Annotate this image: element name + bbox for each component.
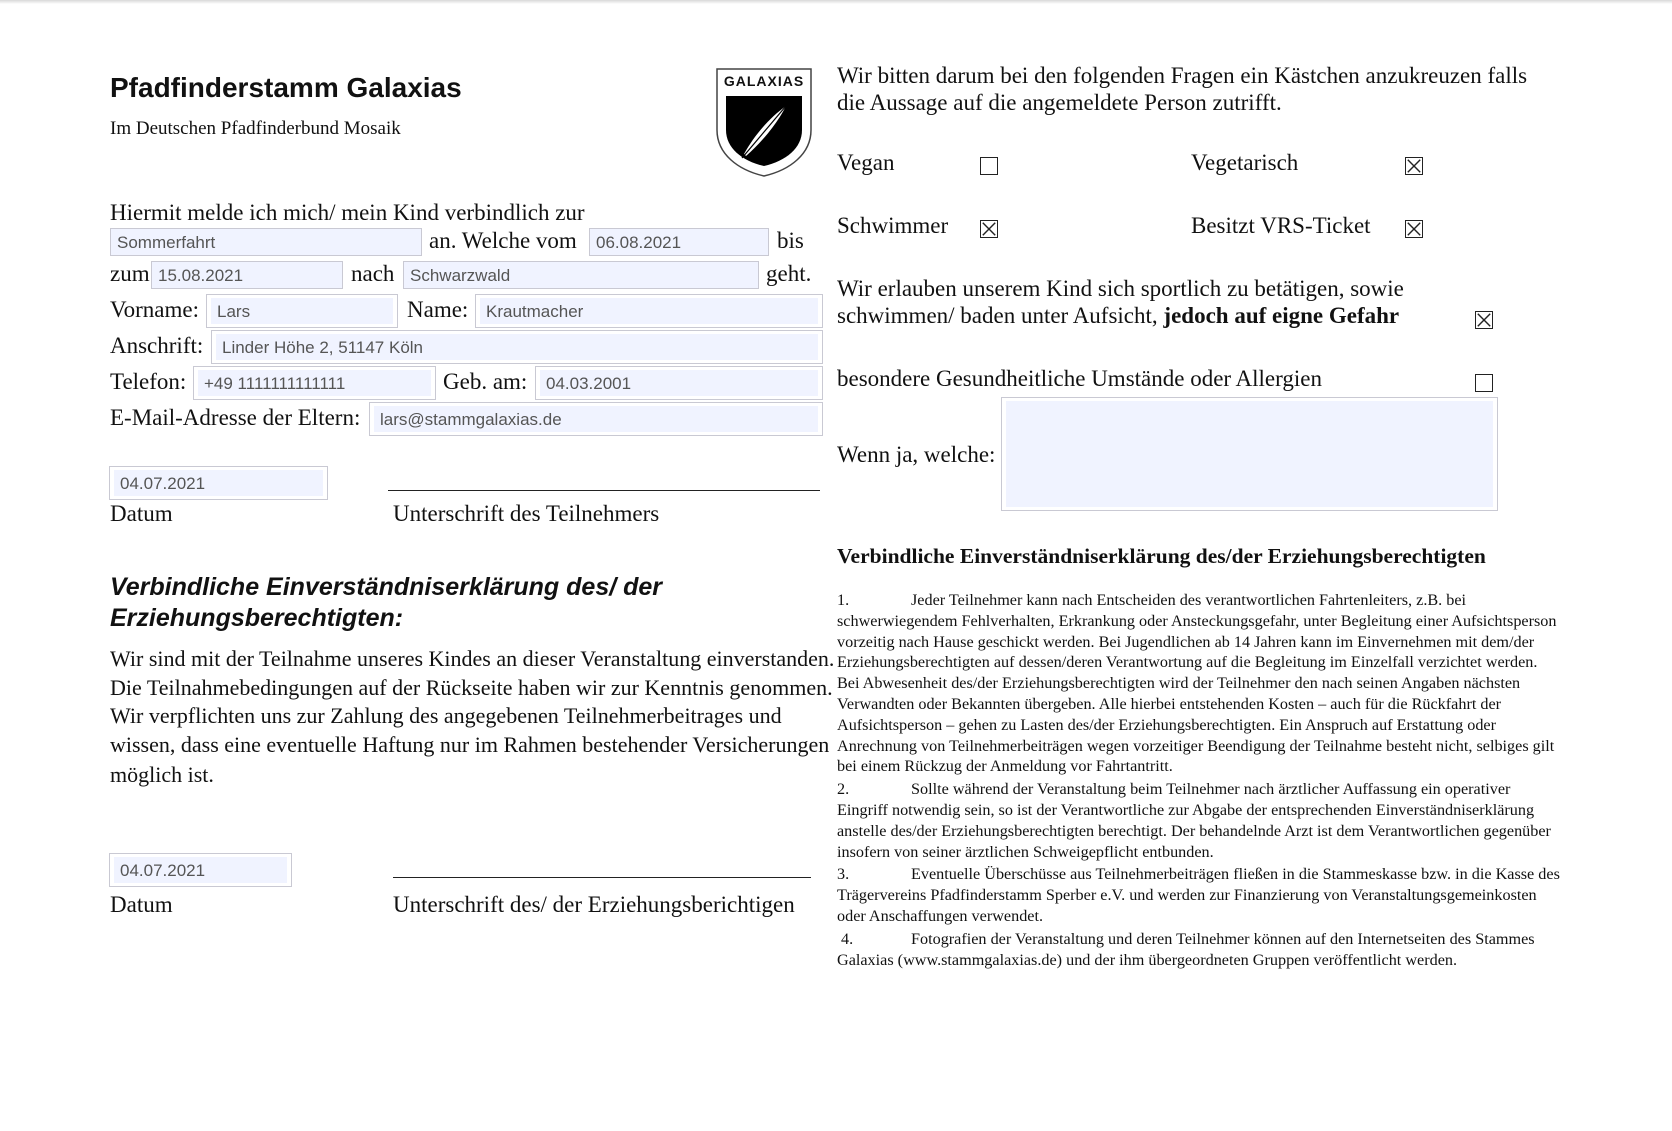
label-zum: zum xyxy=(110,261,150,286)
consent-line: möglich ist. xyxy=(110,762,214,788)
event-field[interactable]: Sommerfahrt xyxy=(110,228,422,256)
destination-field[interactable]: Schwarzwald xyxy=(403,261,759,289)
page-subtitle: Im Deutschen Pfadfinderbund Mosaik xyxy=(110,118,401,139)
telefon-field[interactable] xyxy=(193,366,436,400)
label-name: Name: xyxy=(407,297,469,322)
telefon-value: +49 1111111111111 xyxy=(198,370,431,396)
label-email: E-Mail-Adresse der Eltern: xyxy=(110,405,361,430)
geb-field[interactable] xyxy=(535,366,823,400)
participant-date-label: Datum xyxy=(110,501,173,526)
anschrift-field[interactable] xyxy=(211,330,823,364)
vegetarisch-label: Vegetarisch xyxy=(1191,150,1299,175)
vorname-value: Lars xyxy=(211,298,393,324)
participant-signature-label: Unterschrift des Teilnehmers xyxy=(393,501,660,526)
label-telefon: Telefon: xyxy=(110,369,187,394)
check-cross-icon xyxy=(1406,158,1422,174)
label-geht: geht. xyxy=(766,261,812,286)
guardian-signature-line xyxy=(393,877,811,878)
galaxias-logo xyxy=(714,66,814,179)
consent-heading: Verbindliche Einverständniserklärung des/ der Erziehungsberechtigten: xyxy=(110,573,663,632)
participant-date-field[interactable] xyxy=(109,466,328,500)
guardian-date-field[interactable] xyxy=(109,853,292,887)
label-geb: Geb. am: xyxy=(443,369,528,394)
consent-line: Wir verpflichten uns zur Zahlung des angegebenen Teilnehmerbeitrages und xyxy=(110,703,782,729)
terms-heading: Verbindliche Einverständniserklärung des/der Erziehungsberechtigten xyxy=(837,544,1486,568)
to-date-field[interactable]: 15.08.2021 xyxy=(151,261,343,289)
terms-item-text: Eventuelle Überschüsse aus Teilnehmerbeiträgen fließen in die Stammeskasse bzw. in die Kasse des Trägervereins Pfadfinderstamm Sperber e.V. und werden zur Finanzierung von Veranstaltungsgemeinkosten oder Anschaffungen verwendet. xyxy=(837,865,1560,925)
anschrift-value: Linder Höhe 2, 51147 Köln xyxy=(216,334,818,360)
check-cross-icon xyxy=(981,221,997,237)
participant-date-value: 04.07.2021 xyxy=(114,470,323,496)
vrs-checkbox[interactable] xyxy=(1405,220,1423,238)
guardian-signature-label: Unterschrift des/ der Erziehungsberichtigen xyxy=(393,892,795,917)
label-an-welche-vom: an. Welche vom xyxy=(429,228,577,253)
check-cross-icon xyxy=(1406,221,1422,237)
health-checkbox[interactable] xyxy=(1475,374,1493,392)
terms-item-number: 3. xyxy=(837,865,850,884)
guardian-date-value: 04.07.2021 xyxy=(114,857,287,883)
vrs-label: Besitzt VRS-Ticket xyxy=(1191,213,1371,238)
geb-value: 04.03.2001 xyxy=(540,370,818,396)
check-cross-icon xyxy=(1476,312,1492,328)
sport-line2-emphasis: jedoch auf eigne Gefahr xyxy=(1163,303,1400,328)
terms-item-text: Jeder Teilnehmer kann nach Entscheiden des verantwortlichen Fahrtenleiters, z.B. bei schwerwiegendem Fehlverhalten, Erkrankung oder Ansteckungsgefahr, unter Begleitung einer Aufsichtsperson vorzeitig nach Hause geschickt werden. Bei Jugendlichen ab 14 Jahren kann im Einvernehmen mit dem/der Erziehungsberechtigten auf dessen/deren Verantwortung auf die Begleitung im Einzelfall verzichtet werden. Bei Abwesenheit des/der Erziehungsberechtigten wird der Teilnehmer den nach seinen Angaben nächsten Verwandten oder Bekannten übergeben. Alle hierbei entstehenden Kosten – auch für die Rückfahrt der Aufsichtsperson – gehen zu Lasten des/der Erziehungsberechtigten. Ein Anspruch auf Erstattung oder Anrechnung von Teilnehmerbeiträgen wegen vorzeitiger Beendigung der Teilnahme besteht nicht, selbiges gilt bei einem Rückzug der Anmeldung vor Fahrtantritt. xyxy=(837,591,1557,776)
schwimmer-label: Schwimmer xyxy=(837,213,949,238)
consent-line: Die Teilnahmebedingungen auf der Rückseite haben wir zur Kenntnis genommen. xyxy=(110,674,833,700)
name-field[interactable] xyxy=(475,294,823,328)
label-nach: nach xyxy=(351,261,395,286)
vegan-label: Vegan xyxy=(837,150,895,175)
name-value: Krautmacher xyxy=(480,298,818,324)
questions-intro-line1: Wir bitten darum bei den folgenden Fragen ein Kästchen anzukreuzen falls xyxy=(837,63,1528,88)
terms-item xyxy=(837,779,1562,862)
vegan-checkbox[interactable] xyxy=(980,157,998,175)
email-field[interactable] xyxy=(369,402,823,436)
terms-item-number: 4. xyxy=(841,929,854,948)
terms-item xyxy=(837,590,1562,777)
questions-intro-line2: die Aussage auf die angemeldete Person zutrifft. xyxy=(837,90,1282,115)
label-vorname: Vorname: xyxy=(110,297,200,322)
sport-line1: Wir erlauben unserem Kind sich sportlich zu betätigen, sowie xyxy=(837,276,1404,301)
health-details-value xyxy=(1006,401,1493,507)
terms-item xyxy=(837,864,1562,926)
from-date-field[interactable]: 06.08.2021 xyxy=(589,228,769,256)
page-title: Pfadfinderstamm Galaxias xyxy=(110,72,462,103)
terms-item-text: Sollte während der Veranstaltung beim Teilnehmer nach ärztlicher Auffassung ein operativer Eingriff notwendig sein, so ist der Verantwortliche zur Abgabe der entsprechenden Einverständniserklärung anstelle des/der Erziehungsberechtigten berechtigt. Der behandelnde Arzt ist dem Verantwortlichen gegenüber insofern von seiner ärztlichen Schweigepflicht entbunden. xyxy=(837,780,1551,861)
participant-signature-line xyxy=(388,490,820,491)
vorname-field[interactable] xyxy=(206,294,398,328)
terms-list xyxy=(837,590,1562,972)
terms-item-text: Fotografien der Veranstaltung und deren Teilnehmer können auf den Internetseiten des Stammes Galaxias (www.stammgalaxias.de) und der ihm übergeordneten Gruppen veröffentlicht werden. xyxy=(837,929,1535,969)
health-label: besondere Gesundheitliche Umstände oder Allergien xyxy=(837,366,1322,391)
page-top-shadow xyxy=(0,0,1672,4)
label-bis: bis xyxy=(777,228,804,253)
sport-line2 xyxy=(837,303,1399,329)
email-value: lars@stammgalaxias.de xyxy=(374,406,818,432)
terms-item-number: 1. xyxy=(837,591,850,609)
guardian-date-label: Datum xyxy=(110,892,173,917)
sport-line2-text: schwimmen/ baden unter Aufsicht, xyxy=(837,303,1164,328)
logo-text: GALAXIAS xyxy=(723,73,805,89)
sport-checkbox[interactable] xyxy=(1475,311,1493,329)
health-details-field[interactable] xyxy=(1001,397,1498,511)
schwimmer-checkbox[interactable] xyxy=(980,220,998,238)
consent-line: Wir sind mit der Teilnahme unseres Kindes an dieser Veranstaltung einverstanden. xyxy=(110,646,835,671)
vegetarisch-checkbox[interactable] xyxy=(1405,157,1423,175)
consent-text xyxy=(110,645,834,790)
consent-line: wissen, dass eine eventuelle Haftung nur im Rahmen bestehender Versicherungen xyxy=(110,731,830,757)
health-details-label: Wenn ja, welche: xyxy=(837,442,996,467)
terms-item-number: 2. xyxy=(837,780,850,799)
registration-intro: Hiermit melde ich mich/ mein Kind verbindlich zur xyxy=(110,200,585,225)
terms-item xyxy=(837,929,1562,971)
label-anschrift: Anschrift: xyxy=(110,333,204,358)
